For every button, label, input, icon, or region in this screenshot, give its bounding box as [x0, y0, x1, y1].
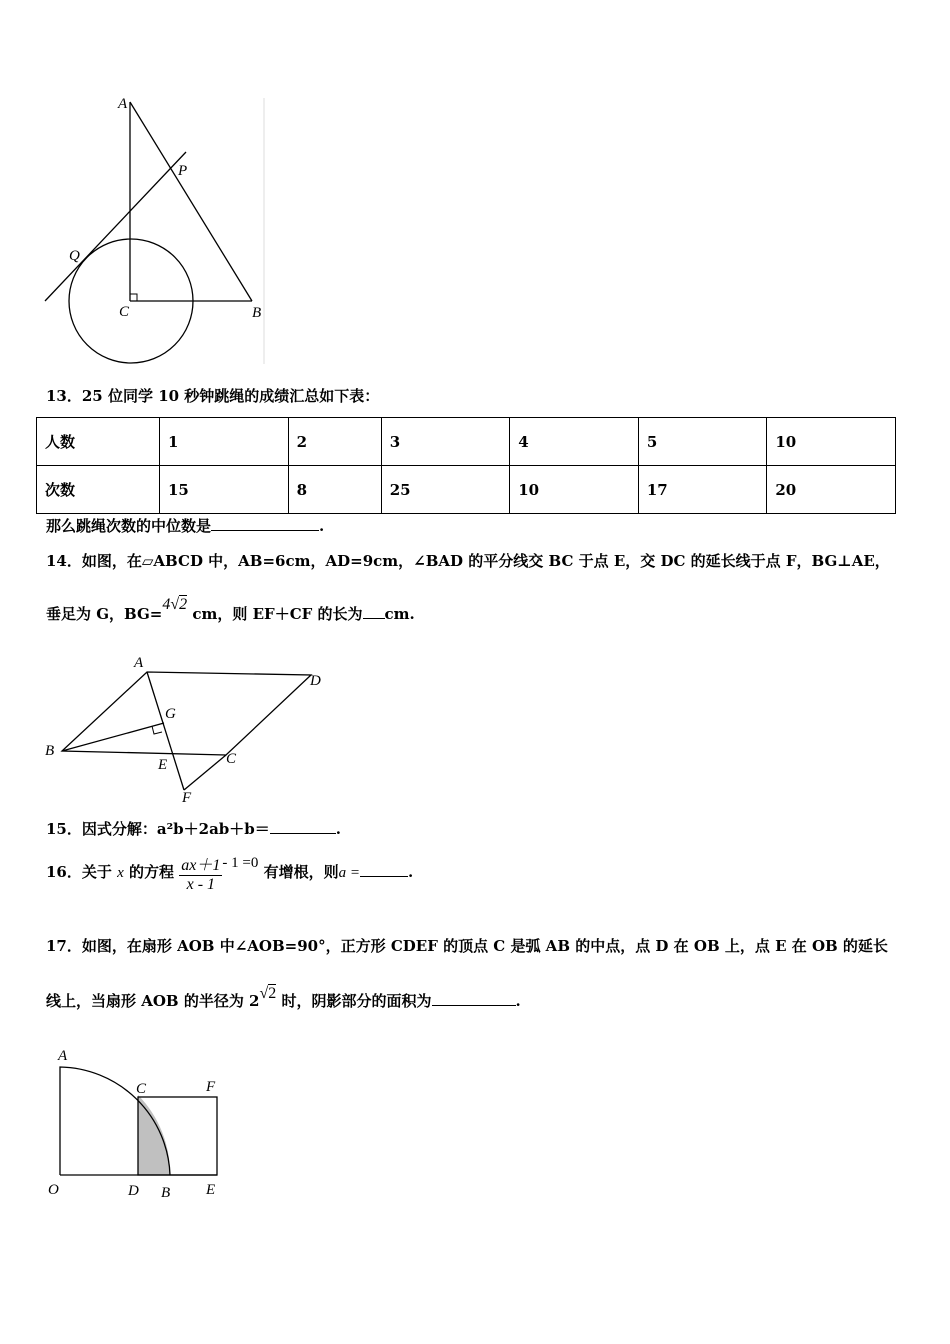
label-b: B — [45, 743, 55, 759]
q13-end: . — [319, 517, 325, 535]
radius-value — [260, 985, 277, 1002]
table-cell: 10 — [767, 418, 896, 466]
bg-coef: 4 — [162, 596, 171, 613]
bg-radicand: 2 — [179, 596, 188, 613]
q14-line2 — [46, 596, 415, 624]
q15-text: 15．因式分解：a²b＋2ab＋b＝ — [46, 820, 270, 838]
q14-text-a: 垂足为 G，BG= — [46, 605, 163, 623]
q13-followup — [46, 515, 324, 536]
table-row — [37, 466, 896, 514]
q17-line2 — [46, 985, 521, 1011]
sqrt-sign: √ — [170, 596, 180, 613]
answer-blank[interactable] — [432, 1004, 516, 1006]
fraction-denominator: x - 1 — [186, 876, 216, 893]
label-c: C — [136, 1081, 147, 1097]
q16-line — [46, 852, 413, 894]
answer-blank[interactable] — [360, 875, 408, 877]
fraction-numerator: ax＋1 — [179, 852, 222, 876]
table-cell: 10 — [510, 466, 639, 514]
label-o: O — [48, 1182, 59, 1198]
label-b: B — [252, 305, 262, 321]
tangent-line — [45, 152, 186, 301]
label-a: A — [58, 1048, 68, 1064]
label-g: G — [165, 706, 176, 722]
segment-ab — [130, 102, 252, 301]
table-cell: 人数 — [37, 418, 160, 466]
q16-end: . — [407, 863, 414, 881]
label-d: D — [128, 1183, 139, 1199]
table-cell: 25 — [381, 466, 510, 514]
answer-blank[interactable] — [363, 617, 385, 619]
table-cell: 2 — [288, 418, 381, 466]
label-a: A — [118, 96, 128, 112]
q14-line1: 14．如图，在▱ABCD 中，AB=6cm，AD=9cm，∠BAD 的平分线交 BC 于点 E，交 DC 的延长线于点 F，BG⊥AE， — [46, 552, 890, 570]
figure-parallelogram — [40, 650, 340, 810]
table-cell: 次数 — [37, 466, 160, 514]
q17-end: . — [515, 992, 521, 1010]
fraction — [179, 852, 222, 894]
segment-cf — [184, 755, 226, 790]
answer-blank[interactable] — [270, 832, 336, 834]
q13-table — [36, 417, 896, 514]
label-e: E — [206, 1182, 216, 1198]
q15-line — [46, 818, 341, 839]
parallelogram-abcd — [62, 672, 311, 755]
q14-text-c: cm. — [384, 605, 415, 623]
label-c: C — [226, 751, 237, 767]
table-cell: 3 — [381, 418, 510, 466]
label-f: F — [206, 1079, 216, 1095]
sqrt-sign: √ — [259, 985, 269, 1002]
bg-value — [162, 596, 187, 613]
figure-sector-square — [40, 1040, 240, 1210]
var-x: x — [117, 865, 124, 881]
label-f: F — [182, 790, 192, 806]
label-d: D — [310, 673, 321, 689]
table-row — [37, 418, 896, 466]
table-cell: 1 — [160, 418, 289, 466]
label-a: A — [134, 655, 144, 671]
table-cell: 5 — [638, 418, 767, 466]
label-b: B — [161, 1185, 171, 1201]
table-cell: 8 — [288, 466, 381, 514]
var-a: a = — [338, 865, 360, 881]
q16-prefix: 16．关于 — [46, 863, 112, 881]
label-q: Q — [69, 248, 80, 264]
answer-blank[interactable] — [211, 529, 319, 531]
table-cell: 15 — [160, 466, 289, 514]
q17-text-a: 线上，当扇形 AOB 的半径为 2 — [46, 992, 260, 1010]
q16-equation-tail: - 1 =0 — [222, 855, 259, 871]
right-angle-mark — [152, 726, 162, 734]
table-cell: 4 — [510, 418, 639, 466]
q15-end: . — [335, 820, 342, 838]
q17-text-b: 时，阴影部分的面积为 — [281, 992, 432, 1010]
table-cell: 17 — [638, 466, 767, 514]
table-cell: 20 — [767, 466, 896, 514]
q16-suffix: 有增根，则 — [263, 863, 339, 881]
right-angle-mark — [130, 294, 137, 301]
label-c: C — [119, 304, 130, 320]
q16-mid: 的方程 — [129, 863, 175, 881]
radius-radicand: 2 — [268, 985, 277, 1002]
q13-prompt: 13．25 位同学 10 秒钟跳绳的成绩汇总如下表： — [46, 387, 380, 405]
label-e: E — [158, 757, 168, 773]
label-p: P — [178, 163, 188, 179]
shaded-region — [138, 1095, 170, 1175]
q17-line1: 17．如图，在扇形 AOB 中∠AOB=90°，正方形 CDEF 的顶点 C 是弧 AB 的中点，点 D 在 OB 上，点 E 在 OB 的延长 — [46, 937, 888, 955]
figure-circle-triangle — [40, 92, 275, 367]
q13-followup-text: 那么跳绳次数的中位数是 — [46, 517, 212, 535]
q14-text-b: cm，则 EF＋CF 的长为 — [192, 605, 363, 623]
